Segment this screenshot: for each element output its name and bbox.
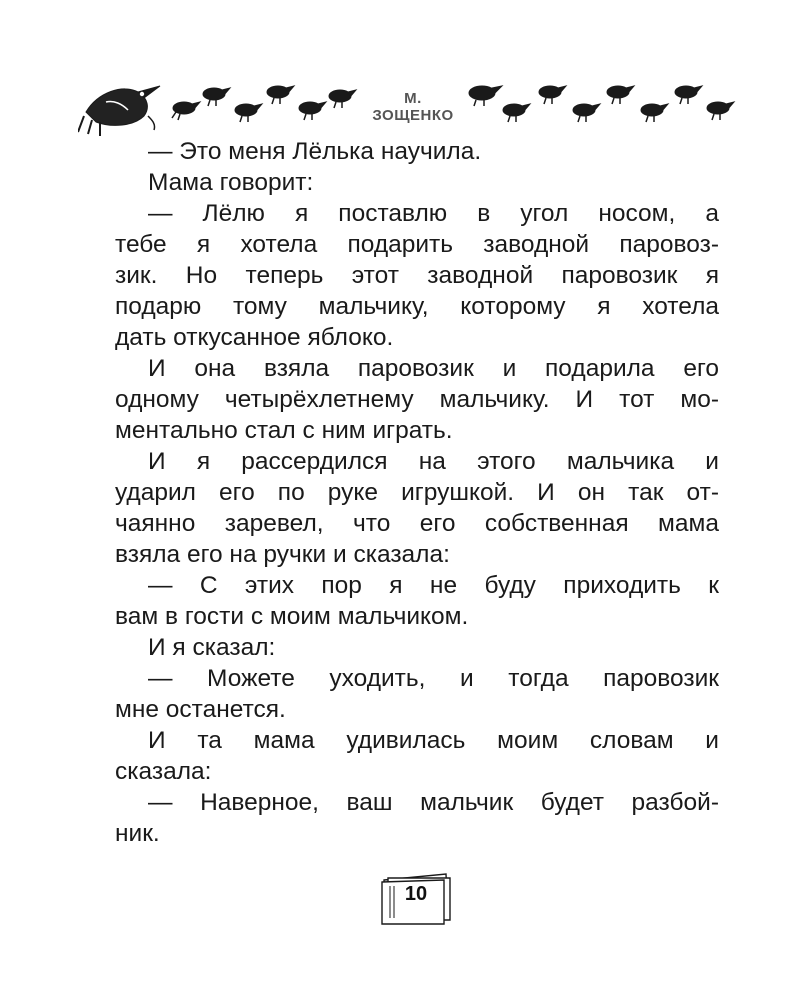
paragraph <box>115 446 719 570</box>
bird-small-icon <box>172 102 200 120</box>
text-line: зик. Но теперь этот заводной паровозик я <box>115 262 719 289</box>
bird-large-icon <box>78 86 160 136</box>
paragraph <box>115 167 719 198</box>
bird-small-icon <box>469 86 502 106</box>
running-header <box>78 72 738 136</box>
paragraph <box>115 787 719 849</box>
text-line: ник. <box>115 820 160 847</box>
page-number-frame <box>378 870 454 926</box>
bird-small-icon <box>641 104 668 122</box>
text-line: тебе я хотела подарить заводной паровоз- <box>115 231 719 258</box>
text-line: вам в гости с моим мальчиком. <box>115 603 469 630</box>
text-line: сказала: <box>115 758 212 785</box>
bird-small-icon <box>267 86 294 104</box>
paragraph <box>115 198 719 353</box>
text-line: мне останется. <box>115 696 286 723</box>
story-text <box>115 136 719 849</box>
text-line: И она взяла паровозик и подарила его <box>148 355 719 382</box>
text-line: — Лёлю я поставлю в угол носом, а <box>148 200 719 227</box>
text-line: подарю тому мальчику, которому я хотела <box>115 293 719 320</box>
text-line: Мама говорит: <box>148 169 314 196</box>
paragraph <box>115 632 719 663</box>
paragraph <box>115 353 719 446</box>
bird-small-icon <box>607 86 634 104</box>
text-line: дать откусанное яблоко. <box>115 324 394 351</box>
text-line: И я сказал: <box>148 634 276 661</box>
bird-small-icon <box>299 102 326 120</box>
page-number: 10 <box>404 883 428 905</box>
bird-small-icon <box>675 86 702 104</box>
text-line: чаянно заревел, что его собственная мама <box>115 510 719 537</box>
bird-small-icon <box>573 104 600 122</box>
bird-small-icon <box>539 86 566 104</box>
text-line: — Это меня Лёлька научила. <box>148 138 482 165</box>
text-line: И я рассердился на этого мальчика и <box>148 448 719 475</box>
text-line: ментально стал с ним играть. <box>115 417 453 444</box>
bird-small-icon <box>707 102 734 120</box>
text-line: ударил его по руке игрушкой. И он так от- <box>115 479 719 506</box>
paragraph <box>115 725 719 787</box>
text-line: — Наверное, ваш мальчик будет разбой- <box>148 789 719 816</box>
bird-small-icon <box>203 88 230 106</box>
paragraph <box>115 570 719 632</box>
author-name: М. ЗОЩЕНКО <box>372 90 454 124</box>
bird-small-icon <box>235 104 262 122</box>
paragraph <box>115 663 719 725</box>
birds-ornament-right <box>466 72 738 136</box>
text-line: одному четырёхлетнему мальчику. И тот мо- <box>115 386 719 413</box>
text-line: И та мама удивилась моим словам и <box>148 727 719 754</box>
birds-ornament-left <box>78 72 358 136</box>
bird-small-icon <box>329 90 356 108</box>
bird-small-icon <box>503 104 530 122</box>
text-line: — С этих пор я не буду приходить к <box>148 572 719 599</box>
text-line: — Можете уходить, и тогда паровозик <box>148 665 719 692</box>
text-line: взяла его на ручки и сказала: <box>115 541 450 568</box>
paragraph <box>115 136 719 167</box>
